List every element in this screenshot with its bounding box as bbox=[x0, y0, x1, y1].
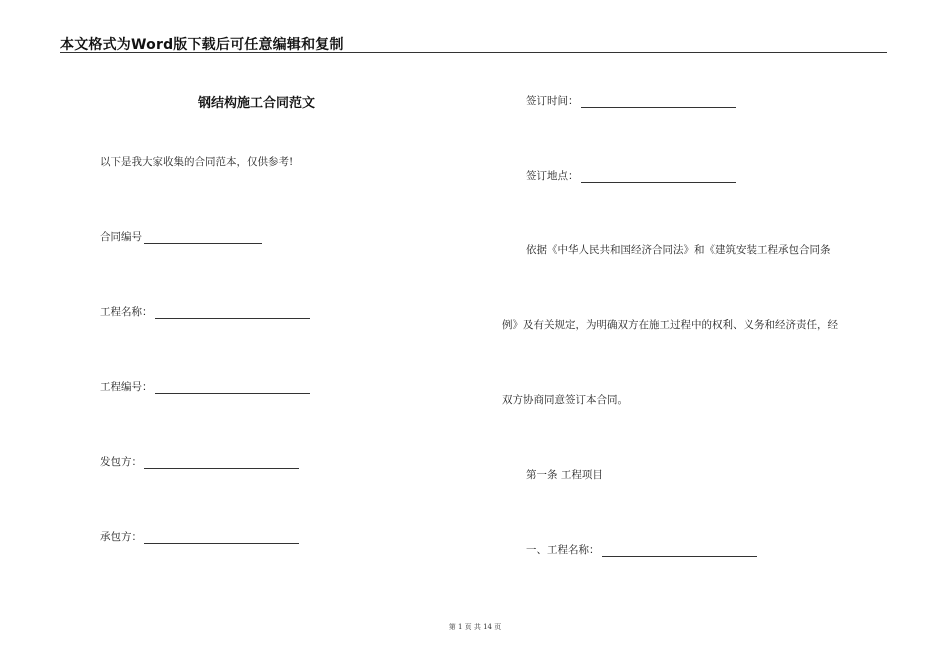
project-number-field bbox=[100, 380, 310, 394]
project-name-field bbox=[100, 305, 310, 319]
employer-blank bbox=[144, 457, 299, 469]
intro-text bbox=[100, 155, 293, 169]
contract-number-blank bbox=[144, 232, 262, 244]
sign-time-blank bbox=[581, 96, 736, 108]
paragraph-line-1: 依据《中华人民共和国经济合同法》和《建筑安装工程承包合同条 bbox=[526, 244, 831, 256]
sign-time-label: 签订时间： bbox=[526, 95, 579, 107]
sign-place-blank bbox=[581, 171, 736, 183]
project-number-label: 工程编号： bbox=[100, 381, 153, 393]
project-number-blank bbox=[155, 382, 310, 394]
sign-place-field bbox=[526, 169, 736, 183]
item-1-blank bbox=[602, 545, 757, 557]
contract-number-label: 合同编号 bbox=[100, 231, 142, 243]
project-name-label: 工程名称： bbox=[100, 306, 153, 318]
sign-place-label: 签订地点： bbox=[526, 170, 579, 182]
project-name-blank bbox=[155, 307, 310, 319]
paragraph-line-2: 例》及有关规定，为明确双方在施工过程中的权利、义务和经济责任，经 bbox=[502, 319, 838, 331]
contractor-label: 承包方： bbox=[100, 531, 142, 543]
contractor-blank bbox=[144, 532, 299, 544]
item-1-project-name-field bbox=[526, 543, 757, 557]
contract-number-field bbox=[100, 230, 262, 244]
intro-label: 以下是我大家收集的合同范本，仅供参考! bbox=[100, 156, 294, 168]
page-footer: 第 1 页 共 14 页 bbox=[448, 623, 502, 631]
article-1-heading: 第一条 工程项目 bbox=[526, 469, 603, 481]
sign-time-field bbox=[526, 94, 736, 108]
header-divider bbox=[60, 52, 887, 53]
item-1-label: 一、工程名称： bbox=[526, 544, 600, 556]
document-title: 钢结构施工合同范文 bbox=[198, 96, 316, 111]
document-header: 本文格式为Word版下载后可任意编辑和复制 bbox=[60, 37, 344, 53]
paragraph-line-3: 双方协商同意签订本合同。 bbox=[502, 394, 628, 406]
employer-field bbox=[100, 455, 299, 469]
employer-label: 发包方： bbox=[100, 456, 142, 468]
contractor-field bbox=[100, 530, 299, 544]
